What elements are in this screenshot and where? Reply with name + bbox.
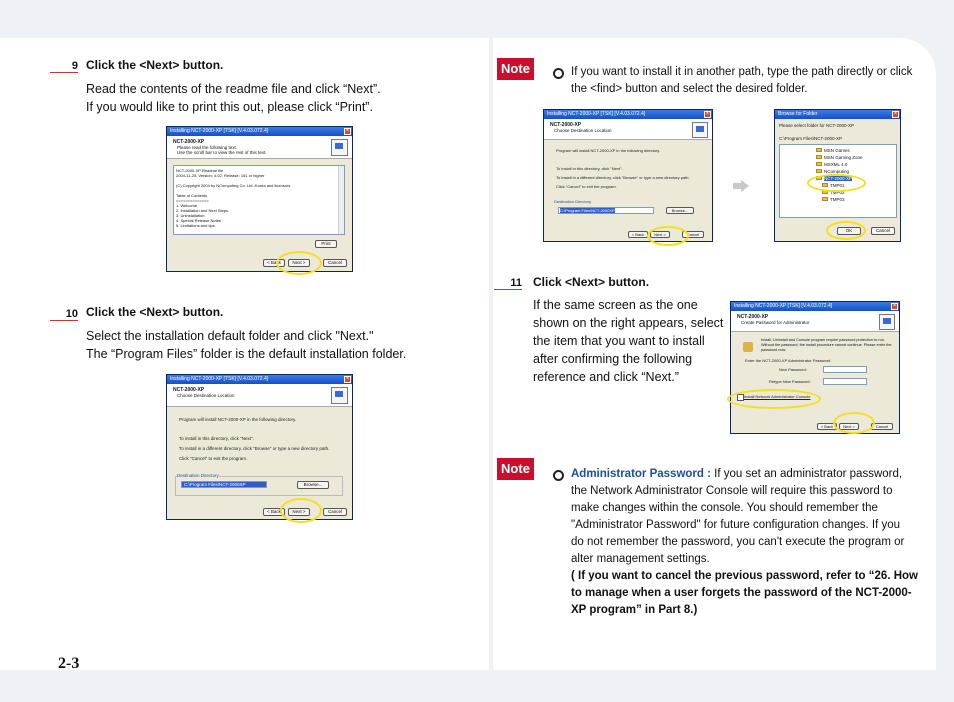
bullet-icon [553,68,564,79]
password-sub: Create Password for Administrator [741,320,810,325]
highlight-next [647,226,689,246]
next-button[interactable]: Next > [288,259,310,267]
dest-group-label: Destination Directory [554,199,592,204]
window-titlebar: Browse for Folder [775,110,900,119]
back-button[interactable]: < Back [263,259,285,267]
note-label: Note [497,58,534,80]
product-name: NCT-2000-XP [173,387,205,393]
folder-label: TMP03 [830,197,845,202]
dest-sub: Choose Destination Location [177,393,235,398]
close-icon: × [892,303,897,309]
folder-icon [816,148,822,152]
step-11-number: 11 [494,277,522,290]
readme-line-7: 1. Welcome [176,203,198,208]
new-password-label: New Password: [779,367,807,372]
note-2-bold-line-0: ( If you want to cancel the previous password, refer to “26. How [571,570,918,582]
readme-sub-2: Use the scroll bar to view the rest of this text. [177,150,267,155]
dest-text-3: To install in a different directory, click "Browse" or type a new directory path. [179,446,330,451]
window-header [544,119,712,140]
readme-line-8: 2. Installation and Next Steps [176,208,229,213]
cancel-button[interactable]: Cancel [682,231,704,238]
next-button[interactable]: Next > [650,231,670,238]
folder-icon [816,169,822,173]
scrollbar[interactable] [338,166,344,234]
retype-password-input[interactable] [823,378,867,385]
dest-path-field[interactable]: C:\Program Files\NCT-2000XP [181,481,267,488]
password-info-line-0: Install, Uninstall and Console program require password protection to run. [761,338,885,342]
product-name: NCT-2000-XP [173,139,205,145]
step-10-line-2: The “Program Files” folder is the default installation folder. [86,347,407,361]
cancel-button[interactable]: Cancel [871,227,895,235]
folder-item[interactable] [822,196,863,203]
key-icon [743,342,753,352]
highlight-next [276,251,322,275]
step-11-line-1: shown on the right appears, select [533,316,724,330]
folder-label: TMP02 [830,190,845,195]
arrow-right-icon [733,180,749,192]
close-icon: × [893,111,898,117]
note-label-2: Note [497,458,534,480]
note-2-line-5: do not remember the password, you can't execute the program or [571,536,905,548]
highlight-folder [807,174,866,192]
ok-button[interactable]: OK [837,227,861,235]
readme-textarea[interactable] [173,165,345,235]
cancel-button[interactable]: Cancel [323,259,347,267]
note-2-bold-line-2: XP program” in Part 8.) [571,604,698,616]
folder-label: MSN Games [824,148,850,153]
window-titlebar: Installing NCT-2000-XP [TSK] [V.4.03.072.4] [544,110,712,119]
step-9-line-1: Read the contents of the readme file and click “Next”. [86,82,381,96]
browse-prompt: Please select folder for NCT-2000-XP [779,123,855,128]
cancel-button[interactable]: Cancel [323,508,347,516]
step-9-line-2: If you would like to print this out, please click “Print”. [86,100,373,114]
note-2-line-1-text: If you set an administrator password, [710,468,903,480]
back-button[interactable]: < Back [628,231,648,238]
product-name: NCT-2000-XP [737,314,769,320]
dest-text-2: To install in this directory, click "Next". [556,166,623,171]
password-window-screenshot [730,301,900,434]
window-header [731,311,899,332]
installer-icon [331,139,348,156]
installer-icon [331,387,348,404]
readme-line-10: 4. Special Release Notes [176,218,221,223]
readme-line-6: ============== [176,198,209,203]
admin-password-lead: Administrator Password : [571,468,711,480]
readme-line-11: 5. Limitations and tips. [176,223,216,228]
note-2-body [571,483,918,619]
highlight-checkbox [727,389,821,409]
dest-text-4: Click "Cancel" to exit the program. [556,184,617,189]
step-11-body [533,296,723,386]
readme-line-0: NCT-2000-XP Readme file [176,168,224,173]
dest-sub: Choose Destination Location [554,128,612,133]
password-info-line-2: password now. [761,348,787,352]
dest-text-1: Program will install NCT-2000-XP in the following directory. [556,148,661,153]
dest-text-1: Program will install NCT-2000-XP in the following directory. [179,417,297,422]
window-header [167,384,352,407]
step-10-line-1: Select the installation default folder and click "Next." [86,329,374,343]
browse-button[interactable]: Browse... [666,207,694,214]
readme-line-1: 2004-11-25, Version: 4.02, Release: 161 or higher [176,173,265,178]
note-2-line-1 [571,466,902,483]
folder-icon [822,197,828,201]
step-9-number: 9 [50,60,78,73]
back-button[interactable]: < Back [817,423,837,430]
dest-path-field[interactable] [558,207,654,214]
folder-label: NComputing [824,169,850,174]
window-titlebar: Installing NCT-2000-XP [TSK] [V.4.03.072.4] [167,375,352,384]
readme-window-screenshot [166,126,353,272]
dest-text-4: Click "Cancel" to exit the program. [179,456,248,461]
next-button[interactable]: Next > [839,423,859,430]
highlight-ok [826,221,866,240]
close-icon: × [345,376,350,382]
page-number: 2-3 [58,655,80,672]
folder-item[interactable] [816,147,863,154]
note-2-line-3: make changes within the console. You should remember the [571,502,878,514]
dest-path-selected: C:\Program Files\NCT-2000XP [560,208,615,213]
step-11-title: Click <Next> button. [533,275,650,289]
password-info-line-1: Without the password, the install procedure cannot continue. Please enter the [761,343,892,347]
back-button[interactable]: < Back [263,508,285,516]
window-titlebar: Installing NCT-2000-XP [TSK] [V.4.03.072.4] [731,302,899,311]
close-icon: × [705,111,710,117]
window-header [167,136,352,159]
highlight-next [280,498,322,523]
browse-button[interactable]: Browse... [297,481,329,489]
installer-icon [879,314,895,330]
password-enter-label: Enter the NCT-2000-XP Administrator Password [745,358,831,363]
note-2-line-2: the Network Administrator Console will require this password to [571,485,893,497]
step-10-number: 10 [50,308,78,321]
note-1-line-1: If you want to install it in another path, type the path directly or click [571,66,913,78]
window-titlebar: Installing NCT-2000-XP [TSK] [V.4.03.072.4] [167,127,352,136]
install-console-label: Install Network Administrator Console [744,394,811,399]
step-11-line-2: the item that you want to install [533,334,705,348]
product-name: NCT-2000-XP [550,122,582,128]
close-icon: × [345,128,350,134]
step-9-title: Click the <Next> button. [86,58,224,72]
step-11-line-3: after confirming the following [533,352,693,366]
note-2-line-6: alter management settings. [571,553,710,565]
folder-item[interactable] [816,154,863,161]
step-11-line-4: reference and click “Next.” [533,370,679,384]
folder-label: TMP01 [830,183,845,188]
folder-icon [816,162,822,166]
readme-line-3: (C) Copyright 2004 by NComputing Co. Ltd.-Korea and licensors [176,183,291,188]
folder-label: MSN Gaming Zone [824,155,863,160]
folder-label: NCT-2000-XP [824,176,853,181]
step-11-line-0: If the same screen as the one [533,298,698,312]
note-2-line-4: "Administrator Password" for future configuration changes. If you [571,519,901,531]
folder-icon [816,155,822,159]
folder-item[interactable] [816,161,863,168]
readme-sub-1: Please read the following text. [177,145,238,150]
readme-line-9: 3. Uninstallation [176,213,205,218]
dest-text-3: To install in a different directory, click "Browse" or type a new directory path. [556,175,690,180]
step-10-title: Click the <Next> button. [86,305,224,319]
readme-line-5: Table of Contents [176,193,208,198]
retype-password-label: Retype New Password: [769,379,811,384]
next-button[interactable]: Next > [288,508,310,516]
password-info [761,338,891,353]
dest-text-2: To install in this directory, click "Next". [179,436,254,441]
destination-window-screenshot [166,374,353,520]
folder-label: MSXML 4.0 [824,162,848,167]
print-button[interactable]: Print [315,240,337,248]
highlight-next [833,412,875,434]
note-2-bold-line-1: to manage when a user forgets the password of the NCT-2000- [571,587,912,599]
note-1-line-2: the <find> button and select the desired folder. [571,83,808,95]
cancel-button[interactable]: Cancel [871,423,893,430]
dest-group-label: Destination Directory [177,473,219,478]
bullet-icon [553,470,564,481]
destination-window-screenshot-small [543,109,713,242]
installer-icon [692,122,708,138]
new-password-input[interactable] [823,366,867,373]
browse-current-path: C:\Program Files\NCT-2000-XP [779,136,843,141]
